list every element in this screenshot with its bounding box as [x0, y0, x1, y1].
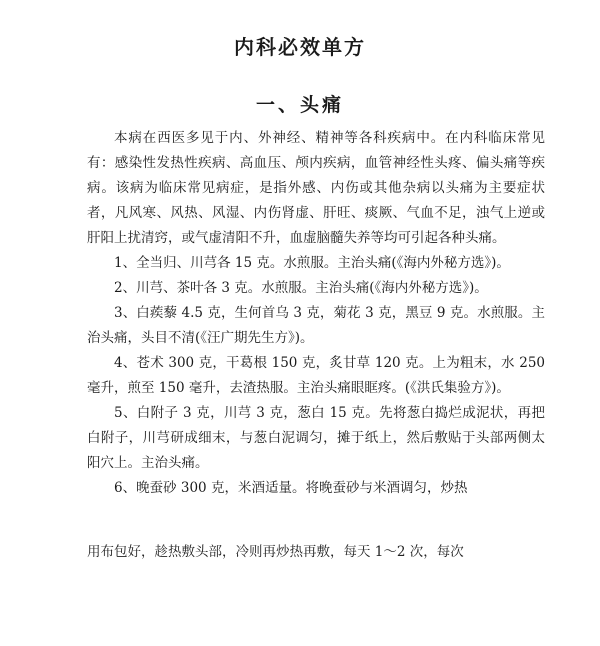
- body-text: [87, 126, 545, 501]
- intro-paragraph: 本病在西医多见于内、外神经、精神等各科疾病中。在内科临床常见有：感染性发热性疾病、高血压、颅内疾病，血管神经性头疼、偏头痛等疾病。该病为临床常见病症，是指外感、内伤或其他杂病以头痛为主要症状者，凡风寒、风热、风湿、内伤肾虚、肝旺、痰厥、气血不足，浊气上逆或肝阳上扰清窍，或气虚清阳不升，血虚脑髓失养等均可引起各种头痛。: [87, 130, 545, 246]
- remedy-5-paragraph: 5、白附子 3 克，川芎 3 克，葱白 15 克。先将葱白捣烂成泥状，再把白附子，川芎研成细末，与葱白泥调匀，摊于纸上，然后敷贴于头部两侧太阳穴上。主治头痛。: [87, 405, 545, 471]
- cut-off-line: [87, 544, 545, 565]
- remedy-1-paragraph: 1、全当归、川芎各 15 克。水煎服。主治头痛(《海内外秘方选》)。: [114, 255, 510, 271]
- remedy-6-paragraph: 6、晚蚕砂 300 克，米酒适量。将晚蚕砂与米酒调匀，炒热: [114, 480, 468, 496]
- section-title: 一、头痛: [255, 94, 344, 116]
- remedy-4-paragraph: 4、苍术 300 克，干葛根 150 克，炙甘草 120 克。上为粗末，水 250 毫升，煎至 150 毫升，去渣热服。主治头痛眼眶疼。(《洪氏集验方》)。: [87, 355, 545, 396]
- cut-off-text: 用布包好，趁热敷头部，冷则再炒热再敷，每天 1～2 次，每次: [87, 544, 464, 560]
- remedy-2-paragraph: 2、川芎、茶叶各 3 克。水煎服。主治头痛(《海内外秘方选》)。: [114, 280, 488, 296]
- book-title: 内科必效单方: [234, 35, 366, 59]
- remedy-3-paragraph: 3、白蒺藜 4.5 克，生何首乌 3 克，菊花 3 克，黑豆 9 克。水煎服。主治头痛，头目不清(《汪广期先生方》)。: [87, 305, 545, 346]
